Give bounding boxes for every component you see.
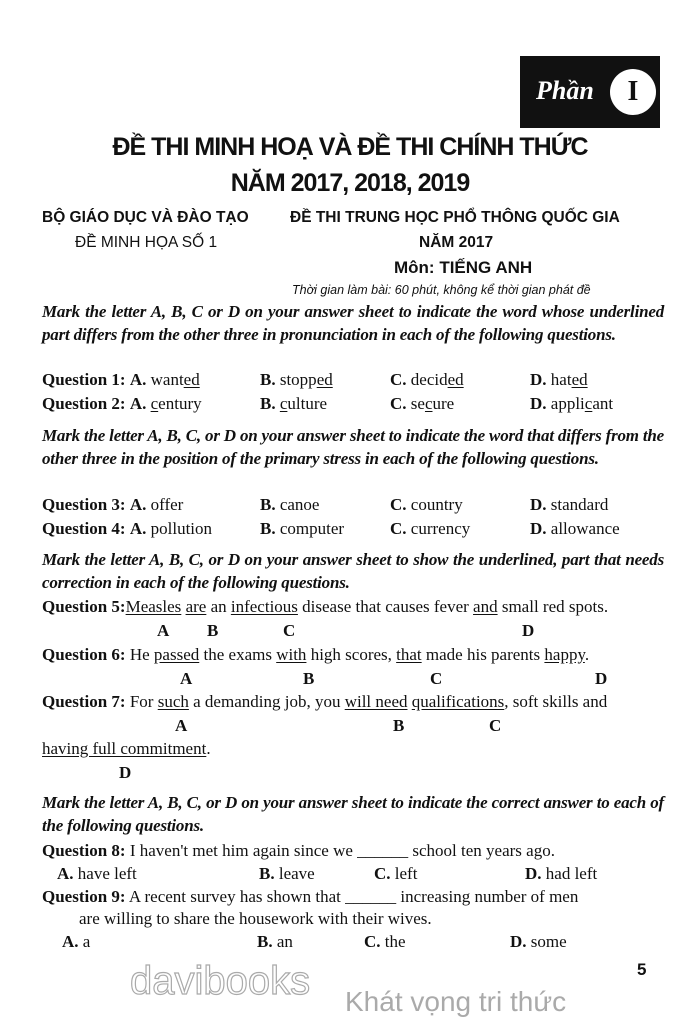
option-text: country (410, 495, 463, 514)
option-letter: C. (364, 932, 381, 951)
part-numeral: I (610, 69, 656, 115)
sentence-text: high scores, (306, 645, 397, 664)
question-label: Question 1: (42, 370, 126, 389)
option-text: had left (545, 864, 598, 883)
underlined-part: with (276, 645, 307, 664)
question-8-options (57, 863, 657, 885)
option-text: leave (278, 864, 315, 883)
question-2 (42, 393, 662, 415)
question-7 (42, 691, 607, 713)
instruction-4: Mark the letter A, B, C, or D on your answer sheet to indicate the correct answer to each of the following questions. (42, 793, 664, 835)
question-label: Question 3: (42, 495, 126, 514)
marker-d: D (119, 763, 132, 782)
question-3 (42, 494, 662, 516)
underlined-part: will need (344, 692, 408, 711)
marker-c: C (283, 621, 296, 640)
part-badge (520, 56, 660, 128)
option (530, 518, 620, 540)
watermark-brand: davibooks (130, 959, 311, 1003)
page-number: 5 (637, 960, 647, 979)
sentence-text: an (206, 597, 231, 616)
option-text: ant (592, 394, 614, 413)
question-label: Question 7: (42, 692, 126, 711)
page-title-line2: NĂM 2017, 2018, 2019 (230, 169, 470, 197)
option (525, 863, 597, 885)
underlined-part: c (279, 394, 288, 413)
option-letter: D. (530, 370, 547, 389)
option-text: appli (550, 394, 585, 413)
sentence-text: He (125, 645, 154, 664)
sentence-text: small red spots. (497, 597, 609, 616)
option-letter: C. (390, 519, 407, 538)
option-letter: D. (525, 864, 542, 883)
underlined-part: ed (316, 370, 333, 389)
question-label: Question 5: (42, 597, 126, 616)
marker-b: B (303, 669, 315, 688)
option-letter: A. (129, 519, 147, 538)
sentence-text: the exams (199, 645, 277, 664)
underlined-part: are (185, 597, 207, 616)
option-text: entury (158, 394, 202, 413)
option (530, 393, 613, 415)
marker-d: D (595, 669, 608, 688)
question-7-continued (42, 738, 211, 760)
option-letter: C. (374, 864, 391, 883)
option (257, 931, 293, 953)
question-label: Question 9: (42, 887, 126, 906)
sentence-text: made his parents (421, 645, 545, 664)
option-text: an (276, 932, 293, 951)
option-text: left (394, 864, 418, 883)
underlined-part: infectious (230, 597, 298, 616)
option-text: a (82, 932, 91, 951)
option (62, 931, 90, 953)
exam-name: ĐỀ THI TRUNG HỌC PHỔ THÔNG QUỐC GIA (290, 209, 620, 226)
underlined-part: such (157, 692, 189, 711)
instruction-1: Mark the letter A, B, C or D on your answer sheet to indicate the word whose underlined part differs from the other three in pronunciation in each of the following questions. (42, 302, 664, 344)
sentence-text: a demanding job, you (188, 692, 345, 711)
page-title-line1: ĐỀ THI MINH HOẠ VÀ ĐỀ THI CHÍNH THỨC (112, 133, 588, 161)
option (530, 369, 588, 391)
option (390, 518, 470, 540)
option (130, 495, 184, 514)
option (130, 519, 212, 538)
underlined-part: c (150, 394, 159, 413)
option (57, 863, 137, 885)
question-stem: A recent survey has shown that ______ increasing number of men (125, 887, 579, 906)
question-9-stem-cont: are willing to share the housework with their wives. (79, 909, 432, 928)
marker-a: A (175, 716, 188, 735)
option (260, 518, 344, 540)
option (390, 369, 464, 391)
option-text: allowance (550, 519, 620, 538)
option (260, 494, 319, 516)
option-letter: C. (390, 394, 407, 413)
option-letter: D. (530, 394, 547, 413)
instruction-2: Mark the letter A, B, C, or D on your answer sheet to indicate the word that differs from the other three in the position of the primary stress in each of the following questions. (42, 426, 664, 468)
underlined-part: passed (153, 645, 200, 664)
option (510, 931, 567, 953)
option (390, 494, 463, 516)
underlined-part: c (584, 394, 593, 413)
underlined-part: Measles (125, 597, 182, 616)
option-letter: D. (510, 932, 527, 951)
sentence-text: For (125, 692, 158, 711)
instruction-3: Mark the letter A, B, C, or D on your answer sheet to show the underlined, part that needs correction in each of the following questions. (42, 550, 664, 592)
marker-a: A (180, 669, 193, 688)
question-5 (42, 596, 608, 618)
underlined-part: qualifications (411, 692, 505, 711)
underlined-part: ed (447, 370, 464, 389)
exam-number: ĐỀ MINH HỌA SỐ 1 (75, 234, 218, 251)
option-letter: B. (260, 370, 276, 389)
option-text: canoe (279, 495, 320, 514)
underlined-part: ed (183, 370, 200, 389)
sentence-text: . (584, 645, 590, 664)
question-stem: I haven't met him again since we ______ school ten years ago. (125, 841, 555, 860)
marker-a: A (157, 621, 170, 640)
exam-year: NĂM 2017 (419, 234, 494, 251)
watermark-slogan: Khát vọng tri thức (345, 986, 567, 1017)
option-text: se (410, 394, 425, 413)
option (260, 393, 327, 415)
option-letter: A. (57, 864, 74, 883)
option-letter: B. (260, 495, 276, 514)
option-text: standard (550, 495, 609, 514)
option-letter: A. (129, 394, 147, 413)
option-letter: A. (62, 932, 79, 951)
option (259, 863, 315, 885)
option (390, 393, 454, 415)
option-text: some (530, 932, 567, 951)
option-text: want (150, 370, 184, 389)
option-letter: C. (390, 495, 407, 514)
option (530, 494, 608, 516)
question-9-options (62, 931, 642, 953)
option (130, 370, 200, 389)
underlined-part-d: having full commitment (42, 739, 207, 758)
question-4 (42, 518, 662, 540)
option-letter: B. (259, 864, 275, 883)
ministry: BỘ GIÁO DỤC VÀ ĐÀO TẠO (42, 209, 249, 226)
option-text: ure (432, 394, 455, 413)
question-label: Question 4: (42, 519, 126, 538)
sentence-text: disease that causes fever (297, 597, 474, 616)
question-8 (42, 840, 555, 862)
option-letter: B. (257, 932, 273, 951)
option (260, 369, 333, 391)
option-letter: D. (530, 519, 547, 538)
part-word: Phần (536, 76, 594, 105)
underlined-part: that (396, 645, 422, 664)
option-letter: B. (260, 519, 276, 538)
marker-b: B (207, 621, 219, 640)
question-label: Question 2: (42, 394, 126, 413)
underlined-part: happy (544, 645, 585, 664)
option-text: pollution (150, 519, 213, 538)
option (374, 863, 417, 885)
option-text: stopp (279, 370, 317, 389)
question-1 (42, 369, 662, 391)
question-label: Question 8: (42, 841, 126, 860)
option-text: hat (550, 370, 572, 389)
option-text: currency (410, 519, 471, 538)
option-text: the (384, 932, 406, 951)
time-allowed: Thời gian làm bài: 60 phút, không kể thời gian phát đề (292, 283, 591, 297)
option (130, 394, 202, 413)
marker-b: B (393, 716, 405, 735)
underlined-part: and (473, 597, 498, 616)
marker-d: D (522, 621, 535, 640)
option-letter: B. (260, 394, 276, 413)
marker-c: C (489, 716, 502, 735)
option-text: computer (279, 519, 345, 538)
question-9 (42, 886, 578, 908)
question-6 (42, 644, 589, 666)
underlined-part: c (424, 394, 433, 413)
question-label: Question 6: (42, 645, 126, 664)
option-letter: A. (129, 495, 147, 514)
option-text: offer (150, 495, 184, 514)
period: . (206, 739, 211, 758)
option-text: have left (77, 864, 137, 883)
option-text: decid (410, 370, 448, 389)
marker-c: C (430, 669, 443, 688)
underlined-part: ed (571, 370, 588, 389)
subject: Môn: TIẾNG ANH (394, 258, 533, 277)
sentence-text: , soft skills and (504, 692, 608, 711)
option-text: ulture (287, 394, 328, 413)
option (364, 931, 406, 953)
option-letter: C. (390, 370, 407, 389)
option-letter: A. (129, 370, 147, 389)
option-letter: D. (530, 495, 547, 514)
